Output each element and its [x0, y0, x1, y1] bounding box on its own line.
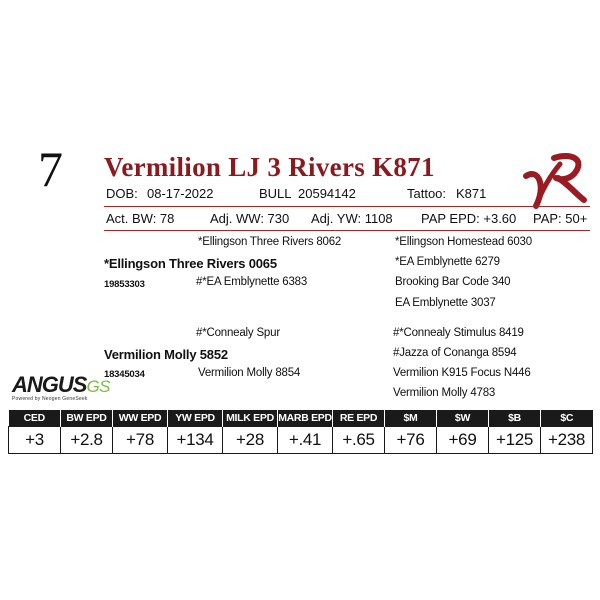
- angus-logo-suffix: GS: [86, 377, 111, 396]
- adjusted-yearling-weight: Adj. YW: 1108: [311, 211, 393, 226]
- dam-dam: Vermilion Molly 8854: [198, 367, 301, 379]
- divider-bottom: [104, 230, 590, 231]
- actual-birth-weight: Act. BW: 78: [106, 211, 175, 226]
- epd-value-w: +69: [437, 427, 489, 454]
- epd-header-re: RE EPD: [333, 410, 385, 427]
- angus-logo-tagline: Powered by Neogen GeneSeek: [12, 396, 88, 402]
- tattoo-value: K871: [456, 186, 487, 201]
- divider-top: [104, 206, 590, 207]
- registration-number: 20594142: [298, 186, 356, 201]
- animal-name: Vermilion LJ 3 Rivers K871: [104, 152, 435, 182]
- dam-name: Vermilion Molly 5852: [104, 347, 228, 362]
- angus-gs-logo: [12, 372, 110, 402]
- lot-number: 7: [38, 141, 63, 197]
- epd-value-bw: +2.8: [61, 427, 113, 454]
- tattoo-label: Tattoo:: [407, 186, 447, 201]
- epd-value-m: +76: [385, 427, 437, 454]
- sire-registration: 19853303: [104, 279, 145, 290]
- dob-label: DOB:: [106, 186, 138, 201]
- sire-name: *Ellingson Three Rivers 0065: [104, 256, 277, 271]
- epd-value-marb: +.41: [278, 427, 333, 454]
- epd-header-ww: WW EPD: [113, 410, 168, 427]
- sire-dam: #*EA Emblynette 6383: [196, 276, 308, 288]
- epd-header-marb: MARB EPD: [278, 410, 333, 427]
- epd-value-b: +125: [489, 427, 541, 454]
- epd-value-ww: +78: [113, 427, 168, 454]
- dam-sire: #*Connealy Spur: [196, 327, 280, 339]
- epd-header-bw: BW EPD: [61, 410, 113, 427]
- epd-header-m: $M: [385, 410, 437, 427]
- dam-registration: 18345034: [104, 369, 145, 380]
- epd-value-milk: +28: [223, 427, 278, 454]
- epd-value-re: +.65: [333, 427, 385, 454]
- epd-header-ced: CED: [9, 410, 61, 427]
- dam-sire-sire: #*Connealy Stimulus 8419: [393, 327, 524, 339]
- dam-dam-dam: Vermilion Molly 4783: [393, 387, 496, 399]
- epd-header-c: $C: [541, 410, 593, 427]
- dam-sire-dam: #Jazza of Conanga 8594: [393, 347, 517, 359]
- epd-table: [8, 410, 593, 454]
- adjusted-weaning-weight: Adj. WW: 730: [210, 211, 290, 226]
- epd-header-row: [9, 410, 593, 427]
- epd-header-milk: MILK EPD: [223, 410, 278, 427]
- dob-value: 08-17-2022: [147, 186, 214, 201]
- epd-header-w: $W: [437, 410, 489, 427]
- epd-header-yw: YW EPD: [168, 410, 223, 427]
- pap-value: PAP: 50+: [533, 211, 588, 226]
- angus-logo-word: ANGUS: [12, 372, 87, 397]
- epd-value-ced: +3: [9, 427, 61, 454]
- pap-epd: PAP EPD: +3.60: [421, 211, 517, 226]
- sire-sire-sire: *Ellingson Homestead 6030: [395, 236, 532, 248]
- sire-sire: *Ellingson Three Rivers 8062: [198, 236, 342, 248]
- epd-value-c: +238: [541, 427, 593, 454]
- epd-value-yw: +134: [168, 427, 223, 454]
- sire-sire-dam: *EA Emblynette 6279: [395, 256, 500, 268]
- vr-brand-logo: [522, 150, 588, 210]
- epd-value-row: [9, 427, 593, 454]
- epd-header-b: $B: [489, 410, 541, 427]
- sex-value: BULL: [259, 186, 292, 201]
- sire-dam-sire: Brooking Bar Code 340: [395, 276, 511, 288]
- dam-dam-sire: Vermilion K915 Focus N446: [393, 367, 531, 379]
- sire-dam-dam: EA Emblynette 3037: [395, 297, 496, 309]
